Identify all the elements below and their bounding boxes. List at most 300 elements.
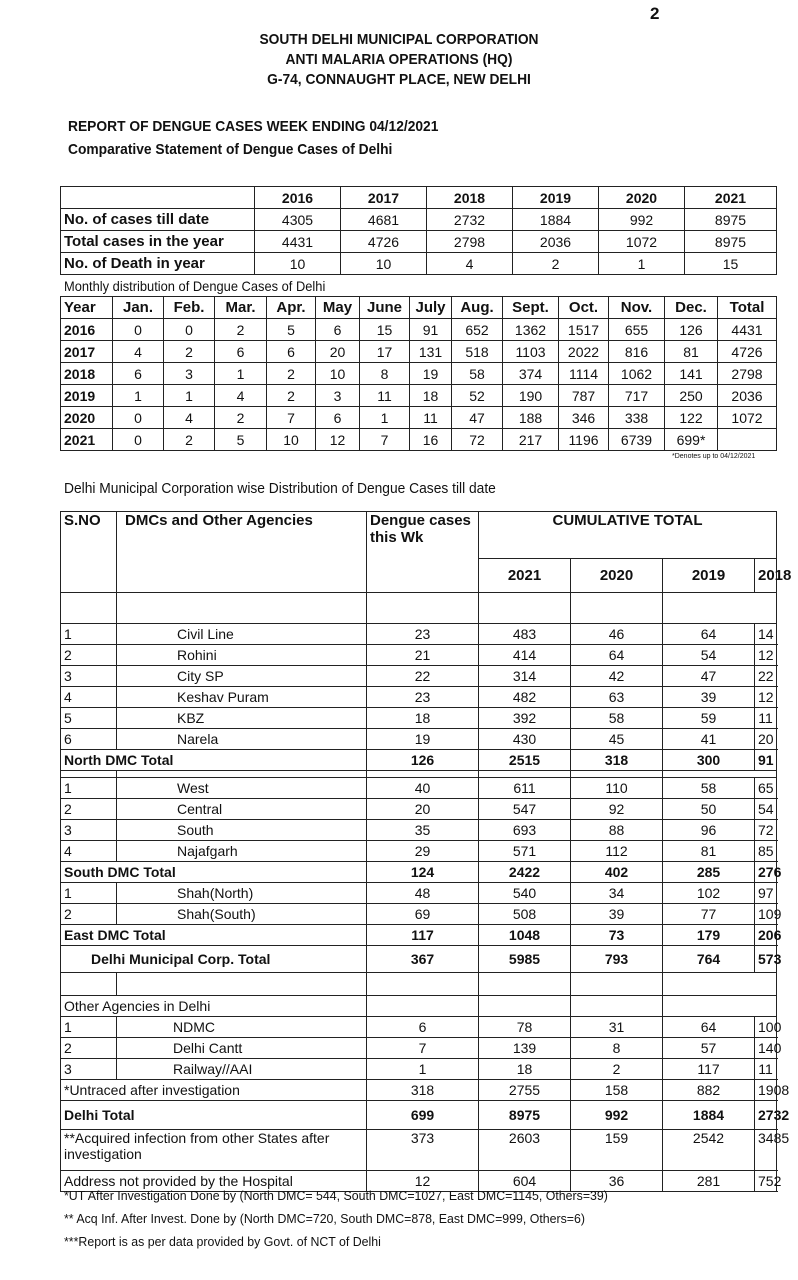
column-header: Jan.	[113, 297, 164, 319]
table-cell: 16	[410, 429, 452, 451]
department-name: ANTI MALARIA OPERATIONS (HQ)	[285, 51, 513, 68]
table-cell: 6	[113, 363, 164, 385]
table-row	[61, 841, 777, 862]
table-cell: 611	[479, 778, 571, 799]
table-cell: 0	[113, 429, 164, 451]
table-cell: 122	[665, 407, 718, 429]
monthly-caption: Monthly distribution of Dengue Cases of Delhi	[64, 278, 326, 294]
blank-cell	[367, 771, 479, 778]
table-cell: 20	[316, 341, 360, 363]
blank-cell	[571, 996, 663, 1017]
sno-cell: 4	[61, 841, 117, 862]
table-cell: 0	[113, 319, 164, 341]
table-cell: 63	[571, 687, 663, 708]
table-cell: 4	[427, 253, 513, 275]
table-row	[61, 645, 777, 666]
table-cell: 4726	[341, 231, 427, 253]
year-cell: 2019	[61, 385, 113, 407]
table-cell: 1072	[599, 231, 685, 253]
spacer-row	[61, 771, 777, 778]
table-cell: 17	[360, 341, 410, 363]
table-cell: 4	[113, 341, 164, 363]
table-cell: 140	[755, 1038, 777, 1059]
table-cell: 4	[215, 385, 267, 407]
table-row	[61, 729, 777, 750]
blank-cell	[367, 996, 479, 1017]
agency-name: Shah(South)	[117, 904, 367, 925]
total-label: East DMC Total	[61, 925, 367, 946]
column-header: Dec.	[665, 297, 718, 319]
table-cell: 190	[503, 385, 559, 407]
agency-name: City SP	[117, 666, 367, 687]
agency-name: NDMC	[117, 1017, 367, 1038]
table-cell: 131	[410, 341, 452, 363]
blank-cell	[571, 593, 663, 624]
year-header: 2017	[341, 187, 427, 209]
table-cell: 3	[164, 363, 215, 385]
table-cell: 1884	[513, 209, 599, 231]
table-cell: 1114	[559, 363, 609, 385]
table-cell: 5	[267, 319, 316, 341]
sno-cell: 2	[61, 1038, 117, 1059]
table-cell: 11	[410, 407, 452, 429]
year-cell: 2020	[61, 407, 113, 429]
table-cell: 4305	[255, 209, 341, 231]
blank-cell	[479, 996, 571, 1017]
table-cell: 540	[479, 883, 571, 904]
table-cell: 4431	[255, 231, 341, 253]
table-cell: 571	[479, 841, 571, 862]
agency-name: Delhi Cantt	[117, 1038, 367, 1059]
table-cell: 12	[316, 429, 360, 451]
table-cell: 2515	[479, 750, 571, 771]
page-number: 2	[650, 4, 660, 23]
table-cell: 482	[479, 687, 571, 708]
table-cell: 58	[571, 708, 663, 729]
table-cell: 3	[316, 385, 360, 407]
sno-cell: 1	[61, 778, 117, 799]
table-cell: 2755	[479, 1080, 571, 1101]
agency-name: Najafgarh	[117, 841, 367, 862]
table-cell: 8975	[479, 1101, 571, 1130]
table-cell: 699	[367, 1101, 479, 1130]
table-cell: 6	[316, 407, 360, 429]
table-cell: 20	[367, 799, 479, 820]
blank-cell	[61, 771, 117, 778]
table-cell: 752	[755, 1171, 777, 1192]
table-cell: 1048	[479, 925, 571, 946]
total-row	[61, 1080, 777, 1101]
table-cell: 91	[755, 750, 777, 771]
table-row	[61, 363, 777, 385]
org-name: SOUTH DELHI MUNICIPAL CORPORATION	[259, 31, 539, 48]
table-cell: 19	[410, 363, 452, 385]
table-row	[61, 624, 777, 645]
table-cell: 1	[113, 385, 164, 407]
table-cell: 15	[685, 253, 777, 275]
table-cell: 2	[215, 319, 267, 341]
total-row	[61, 925, 777, 946]
table-cell: 126	[367, 750, 479, 771]
table-cell: 6	[267, 341, 316, 363]
table-cell: 47	[663, 666, 755, 687]
year-cell: 2017	[61, 341, 113, 363]
table-row	[61, 209, 777, 231]
table-cell: 91	[410, 319, 452, 341]
year-header: 2020	[599, 187, 685, 209]
table-cell: 414	[479, 645, 571, 666]
table-cell: 31	[571, 1017, 663, 1038]
table-cell: 518	[452, 341, 503, 363]
table-cell: 85	[755, 841, 777, 862]
total-row	[61, 862, 777, 883]
agency-name: Railway//AAI	[117, 1059, 367, 1080]
total-row	[61, 1101, 777, 1130]
comparative-table	[60, 186, 777, 275]
table-cell: 10	[341, 253, 427, 275]
table-cell: 318	[367, 1080, 479, 1101]
table-cell: 10	[255, 253, 341, 275]
table-cell: 1362	[503, 319, 559, 341]
table-cell: 54	[755, 799, 777, 820]
table-cell: 281	[663, 1171, 755, 1192]
table-cell: 8	[571, 1038, 663, 1059]
table-cell: 88	[571, 820, 663, 841]
sno-cell: 3	[61, 666, 117, 687]
blank-cell	[61, 973, 117, 996]
table-cell: 97	[755, 883, 777, 904]
table-cell: 81	[663, 841, 755, 862]
note-acq: ** Acq Inf. After Invest. Done by (North DMC=720, South DMC=878, East DMC=999, Others=6)	[64, 1211, 586, 1226]
table-cell: 34	[571, 883, 663, 904]
table-cell: 276	[755, 862, 777, 883]
table-cell: 10	[316, 363, 360, 385]
table-cell: 2732	[755, 1101, 777, 1130]
table-row	[61, 883, 777, 904]
spacer-row	[61, 593, 777, 624]
table-cell: 2022	[559, 341, 609, 363]
blank-cell	[117, 771, 367, 778]
table-cell: 18	[479, 1059, 571, 1080]
table-cell: 64	[571, 645, 663, 666]
report-subtitle: Comparative Statement of Dengue Cases of Delhi	[68, 141, 393, 158]
table-cell: 2603	[479, 1130, 571, 1171]
agency-name: West	[117, 778, 367, 799]
table-cell: 12	[367, 1171, 479, 1192]
table-cell: 18	[367, 708, 479, 729]
table-cell: 4	[164, 407, 215, 429]
column-header: Mar.	[215, 297, 267, 319]
monthly-header-row	[61, 297, 777, 319]
table-cell: 5	[215, 429, 267, 451]
year-cell: 2018	[61, 363, 113, 385]
table-cell: 6	[316, 319, 360, 341]
agency-name: Keshav Puram	[117, 687, 367, 708]
total-label: **Acquired infection from other States after investigation	[61, 1130, 367, 1171]
table-cell: 124	[367, 862, 479, 883]
table-cell: 0	[164, 319, 215, 341]
table-cell: 64	[663, 1017, 755, 1038]
spacer-row	[61, 973, 777, 996]
sno-cell: 1	[61, 883, 117, 904]
blank-cell	[367, 973, 479, 996]
table-cell: 112	[571, 841, 663, 862]
table-cell: 8975	[685, 231, 777, 253]
table-cell: 2036	[513, 231, 599, 253]
table-cell: 58	[452, 363, 503, 385]
table-cell: 374	[503, 363, 559, 385]
table-cell: 217	[503, 429, 559, 451]
table-cell: 7	[267, 407, 316, 429]
agency-name: South	[117, 820, 367, 841]
blank-cell	[117, 593, 367, 624]
table-cell: 764	[663, 946, 755, 973]
table-cell: 1	[599, 253, 685, 275]
table-cell: 188	[503, 407, 559, 429]
table-cell: 42	[571, 666, 663, 687]
table-cell: 1517	[559, 319, 609, 341]
blank-cell	[479, 593, 571, 624]
cumulative-header: CUMULATIVE TOTAL	[479, 512, 777, 559]
table-cell: 4726	[718, 341, 777, 363]
table-cell: 2	[215, 407, 267, 429]
table-cell: 158	[571, 1080, 663, 1101]
column-header: June	[360, 297, 410, 319]
table-row	[61, 1017, 777, 1038]
table-cell: 46	[571, 624, 663, 645]
total-label: South DMC Total	[61, 862, 367, 883]
table-cell: 65	[755, 778, 777, 799]
table-cell: 77	[663, 904, 755, 925]
table-cell: 206	[755, 925, 777, 946]
table-cell: 7	[367, 1038, 479, 1059]
table-cell: 23	[367, 687, 479, 708]
sno-cell: 1	[61, 1017, 117, 1038]
column-header: Feb.	[164, 297, 215, 319]
sno-cell: 2	[61, 904, 117, 925]
table-cell: 547	[479, 799, 571, 820]
table-cell: 29	[367, 841, 479, 862]
corporation-header-row	[61, 512, 777, 559]
table-cell: 338	[609, 407, 665, 429]
agency-name: KBZ	[117, 708, 367, 729]
table-cell: 18	[410, 385, 452, 407]
table-row	[61, 385, 777, 407]
monthly-table	[60, 296, 777, 451]
blank-cell	[571, 771, 663, 778]
week-header: Dengue cases this Wk	[367, 512, 479, 593]
table-cell: 699*	[665, 429, 718, 451]
column-header: May	[316, 297, 360, 319]
table-row	[61, 666, 777, 687]
table-cell: 8	[360, 363, 410, 385]
total-row	[61, 1130, 777, 1171]
blank-cell	[117, 973, 367, 996]
table-cell: 59	[663, 708, 755, 729]
section-label: Other Agencies in Delhi	[61, 996, 367, 1017]
table-cell: 126	[665, 319, 718, 341]
total-label: *Untraced after investigation	[61, 1080, 367, 1101]
table-cell: 392	[479, 708, 571, 729]
table-cell: 4681	[341, 209, 427, 231]
agency-name: Civil Line	[117, 624, 367, 645]
table-cell: 1	[367, 1059, 479, 1080]
sno-cell: 1	[61, 624, 117, 645]
column-header: Total	[718, 297, 777, 319]
agency-name: Central	[117, 799, 367, 820]
table-cell: 4431	[718, 319, 777, 341]
table-cell: 50	[663, 799, 755, 820]
table-cell: 11	[360, 385, 410, 407]
table-cell: 508	[479, 904, 571, 925]
table-cell: 992	[571, 1101, 663, 1130]
blank-cell	[663, 973, 777, 996]
table-row	[61, 407, 777, 429]
corporation-body	[61, 512, 792, 1192]
table-cell: 2798	[427, 231, 513, 253]
table-cell: 40	[367, 778, 479, 799]
table-row	[61, 429, 777, 451]
corporation-table	[60, 511, 792, 1192]
sno-cell: 3	[61, 1059, 117, 1080]
table-cell: 693	[479, 820, 571, 841]
table-cell: 41	[663, 729, 755, 750]
year-cell: 2021	[61, 429, 113, 451]
table-cell: 73	[571, 925, 663, 946]
table-row	[61, 708, 777, 729]
table-cell: 12	[755, 645, 777, 666]
table-cell: 35	[367, 820, 479, 841]
table-cell: 117	[663, 1059, 755, 1080]
row-label: No. of cases till date	[61, 209, 255, 231]
table-cell: 2	[513, 253, 599, 275]
table-cell: 109	[755, 904, 777, 925]
table-cell: 573	[755, 946, 777, 973]
year-header: 2016	[255, 187, 341, 209]
note-report: ***Report is as per data provided by Govt. of NCT of Delhi	[64, 1234, 381, 1249]
table-cell: 717	[609, 385, 665, 407]
table-cell: 5985	[479, 946, 571, 973]
year-cell: 2016	[61, 319, 113, 341]
blank-cell	[571, 973, 663, 996]
table-cell: 1072	[718, 407, 777, 429]
table-cell: 102	[663, 883, 755, 904]
table-row	[61, 778, 777, 799]
table-row	[61, 319, 777, 341]
table-cell: 72	[755, 820, 777, 841]
column-header: July	[410, 297, 452, 319]
monthly-body	[61, 297, 777, 451]
table-cell: 2	[267, 385, 316, 407]
note-ut: *UT After Investigation Done by (North DMC= 544, South DMC=1027, East DMC=1145, Others=39)	[64, 1188, 608, 1203]
table-cell: 22	[755, 666, 777, 687]
year-header: 2018	[427, 187, 513, 209]
blank-cell	[663, 771, 777, 778]
table-cell: 81	[665, 341, 718, 363]
table-cell: 655	[609, 319, 665, 341]
sno-cell: 4	[61, 687, 117, 708]
table-cell: 787	[559, 385, 609, 407]
blank-cell	[61, 593, 117, 624]
row-label: Total cases in the year	[61, 231, 255, 253]
table-cell: 2542	[663, 1130, 755, 1171]
blank-cell	[479, 973, 571, 996]
table-cell: 346	[559, 407, 609, 429]
table-cell	[718, 429, 777, 451]
agency-name: Narela	[117, 729, 367, 750]
footnote-denotes: *Denotes up to 04/12/2021	[672, 453, 756, 460]
table-cell: 45	[571, 729, 663, 750]
table-cell: 2	[571, 1059, 663, 1080]
table-cell: 100	[755, 1017, 777, 1038]
table-cell: 1	[164, 385, 215, 407]
table-cell: 69	[367, 904, 479, 925]
table-cell: 64	[663, 624, 755, 645]
table-cell: 652	[452, 319, 503, 341]
total-row	[61, 946, 777, 973]
table-cell: 402	[571, 862, 663, 883]
table-cell: 72	[452, 429, 503, 451]
table-cell: 1908	[755, 1080, 777, 1101]
table-cell: 2	[267, 363, 316, 385]
sno-cell: 2	[61, 645, 117, 666]
table-cell: 117	[367, 925, 479, 946]
table-cell: 300	[663, 750, 755, 771]
table-cell: 816	[609, 341, 665, 363]
column-header: Nov.	[609, 297, 665, 319]
table-cell: 36	[571, 1171, 663, 1192]
table-cell: 285	[663, 862, 755, 883]
table-cell: 1	[215, 363, 267, 385]
table-cell: 47	[452, 407, 503, 429]
table-cell: 992	[599, 209, 685, 231]
letterhead	[32, 30, 766, 90]
blank-cell	[663, 996, 777, 1017]
table-cell: 15	[360, 319, 410, 341]
year-header: 2021	[479, 558, 571, 592]
table-cell: 11	[755, 708, 777, 729]
total-row	[61, 750, 777, 771]
table-cell: 2798	[718, 363, 777, 385]
table-cell: 250	[665, 385, 718, 407]
sno-header: S.NO	[61, 512, 117, 593]
column-header: Year	[61, 297, 113, 319]
dmc-header: DMCs and Other Agencies	[117, 512, 367, 593]
table-cell: 179	[663, 925, 755, 946]
table-cell: 2	[164, 341, 215, 363]
table-cell: 39	[571, 904, 663, 925]
year-header: 2021	[685, 187, 777, 209]
table-cell: 8975	[685, 209, 777, 231]
comparative-header-row	[61, 187, 777, 209]
year-header: 2018	[755, 558, 777, 592]
year-header: 2020	[571, 558, 663, 592]
table-cell: 0	[113, 407, 164, 429]
sno-cell: 3	[61, 820, 117, 841]
table-cell: 7	[360, 429, 410, 451]
table-cell: 2422	[479, 862, 571, 883]
table-row	[61, 231, 777, 253]
table-cell: 604	[479, 1171, 571, 1192]
table-cell: 1062	[609, 363, 665, 385]
sno-cell: 5	[61, 708, 117, 729]
total-label: Address not provided by the Hospital	[61, 1171, 367, 1192]
table-cell: 139	[479, 1038, 571, 1059]
table-cell: 793	[571, 946, 663, 973]
table-cell: 96	[663, 820, 755, 841]
table-row	[61, 253, 777, 275]
table-cell: 6739	[609, 429, 665, 451]
